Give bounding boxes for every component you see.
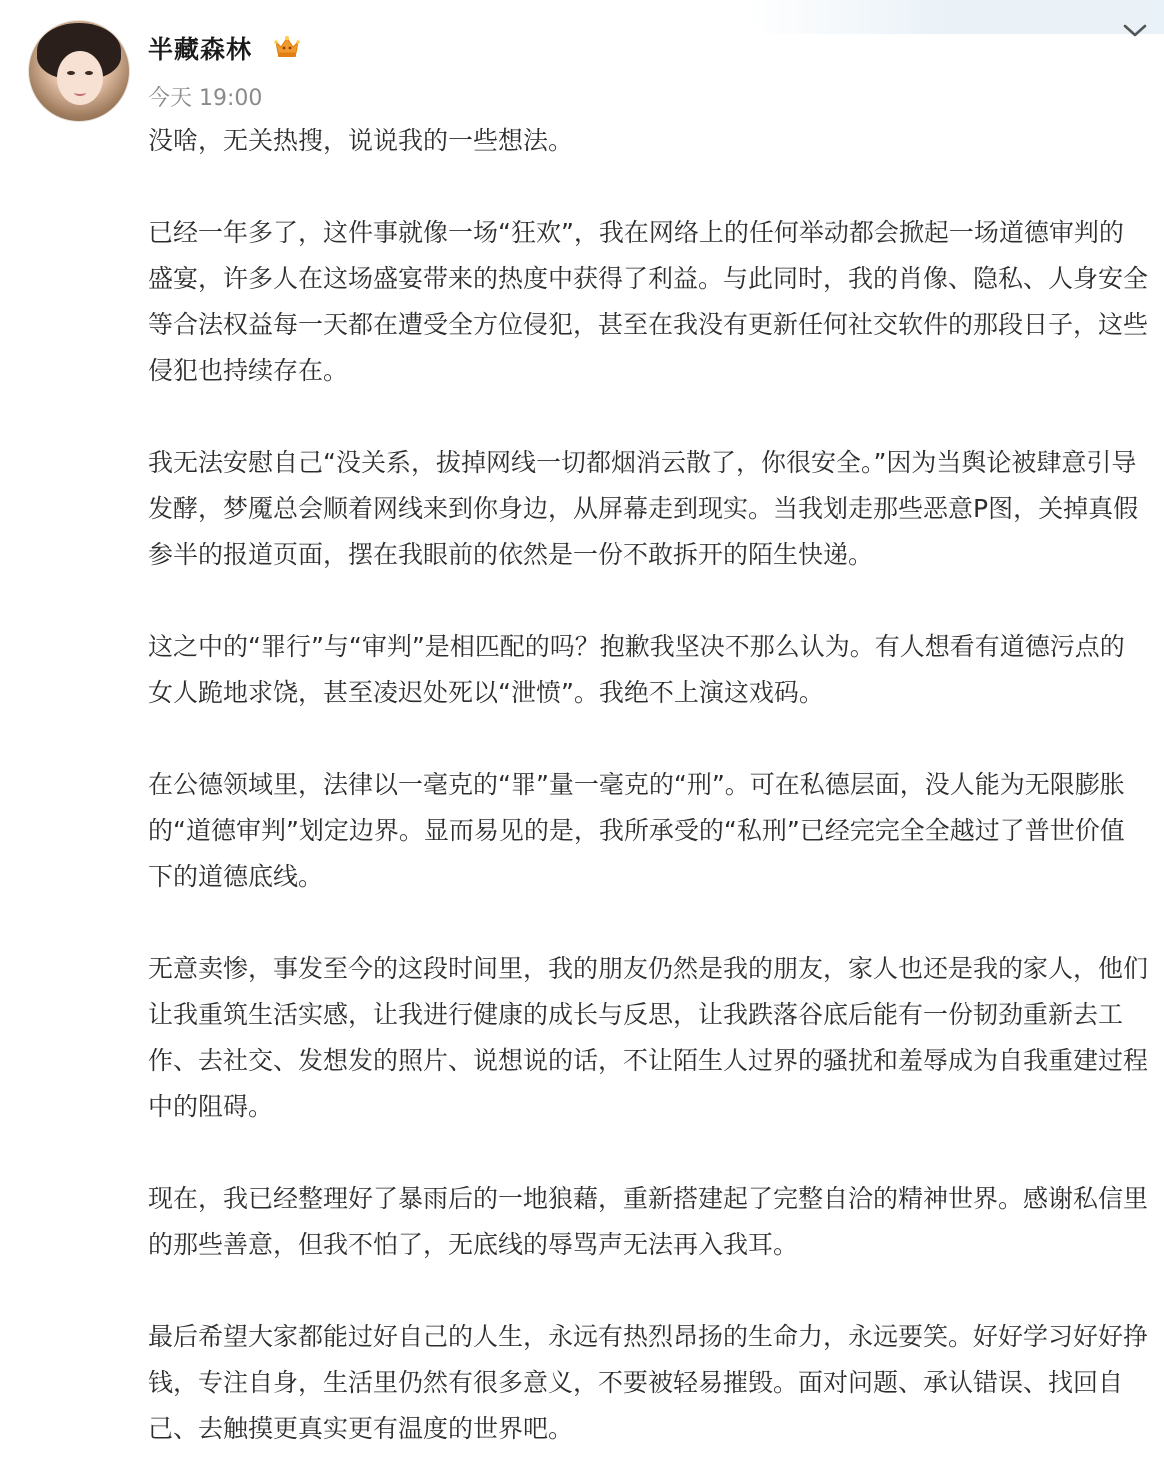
header-decoration (744, 0, 1164, 34)
avatar-eye (85, 71, 93, 75)
avatar-eye (67, 71, 75, 75)
post-paragraph: 无意卖惨，事发至今的这段时间里，我的朋友仍然是我的朋友，家人也还是我的家人，他们让我重筑生活实感，让我进行健康的成长与反思，让我跌落谷底后能有一份韧劲重新去工作、去社交、发想发的照片、说想说的话，不让陌生人过界的骚扰和羞辱成为自我重建过程中的阻碍。 (148, 954, 1149, 1121)
post-content (148, 118, 1148, 1452)
post-paragraph: 已经一年多了，这件事就像一场“狂欢”，我在网络上的任何举动都会掀起一场道德审判的盛宴，许多人在这场盛宴带来的热度中获得了利益。与此同时，我的肖像、隐私、人身安全等合法权益每一天都在遭受全方位侵犯，甚至在我没有更新任何社交软件的那段日子，这些侵犯也持续存在。 (148, 218, 1149, 385)
post-paragraph: 这之中的“罪行”与“审判”是相匹配的吗？抱歉我坚决不那么认为。有人想看有道德污点的女人跪地求饶，甚至凌迟处死以“泄愤”。我绝不上演这戏码。 (148, 632, 1125, 707)
author-name[interactable]: 半藏森林 (148, 35, 253, 64)
post-paragraph: 最后希望大家都能过好自己的人生，永远有热烈昂扬的生命力，永远要笑。好好学习好好挣钱，专注自身，生活里仍然有很多意义，不要被轻易摧毁。面对问题、承认错误、找回自己、去触摸更真实更有温度的世界吧。 (148, 1322, 1149, 1443)
chevron-down-icon[interactable] (1120, 18, 1150, 42)
post-timestamp: 今天 19:00 (148, 86, 263, 111)
post-paragraph: 没啥，无关热搜，说说我的一些想法。 (148, 126, 574, 155)
post-paragraph: 现在，我已经整理好了暴雨后的一地狼藉，重新搭建起了完整自洽的精神世界。感谢私信里的那些善意，但我不怕了，无底线的辱骂声无法再入我耳。 (148, 1184, 1149, 1259)
post-paragraph: 我无法安慰自己“没关系，拔掉网线一切都烟消云散了，你很安全。”因为当舆论被肆意引导发酵，梦魇总会顺着网线来到你身边，从屏幕走到现实。当我划走那些恶意P图，关掉真假参半的报道页面，摆在我眼前的依然是一份不敢拆开的陌生快递。 (148, 448, 1139, 569)
post-paragraph: 在公德领域里，法律以一毫克的“罪”量一毫克的“刑”。可在私德层面，没人能为无限膨胀的“道德审判”划定边界。显而易见的是，我所承受的“私刑”已经完完全全越过了普世价值下的道德底线。 (148, 770, 1125, 891)
crown-member-icon[interactable] (272, 33, 302, 61)
avatar-face (57, 51, 103, 105)
avatar-mouth (74, 89, 86, 96)
user-avatar[interactable] (28, 20, 130, 122)
